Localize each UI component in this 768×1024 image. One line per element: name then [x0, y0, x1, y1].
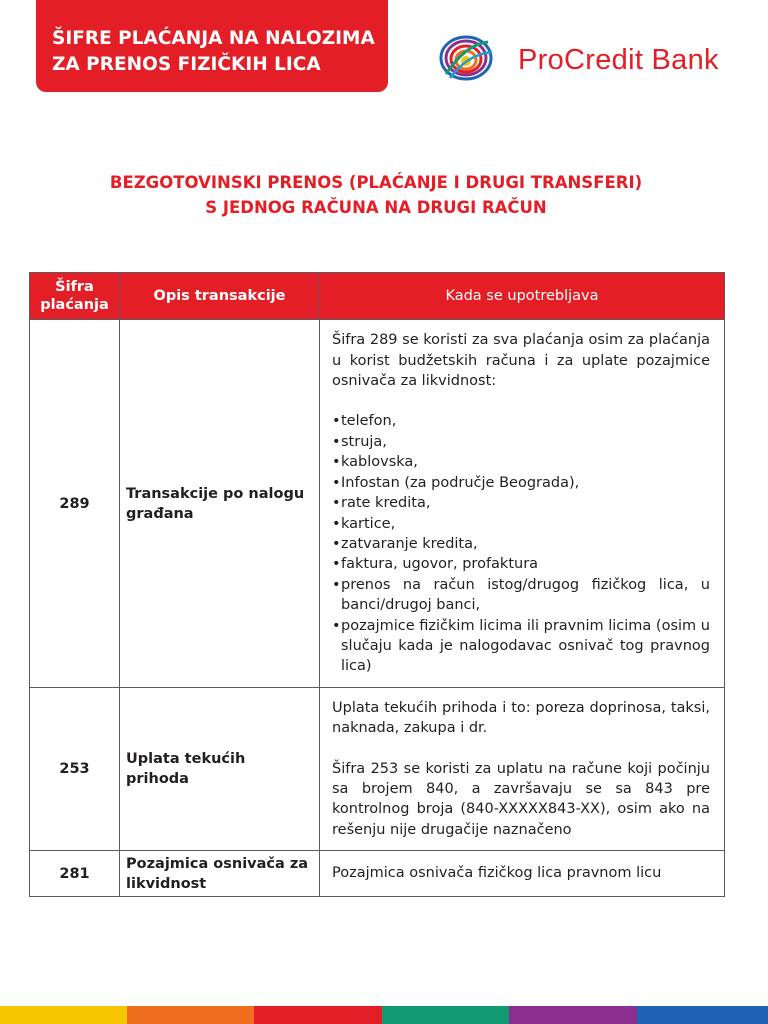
column-header-code: Šifra plaćanja: [30, 273, 120, 320]
transaction-description: Pozajmica osnivača za likvidnost: [120, 851, 320, 897]
list-item-text: faktura, ugovor, profaktura: [341, 556, 539, 573]
column-header-description: Opis transakcije: [120, 273, 320, 320]
list-item-text: rate kredita,: [341, 495, 431, 512]
table-row: [30, 851, 725, 897]
payment-codes-table: [29, 272, 725, 897]
payment-code: 253: [30, 688, 120, 851]
color-stripe-segment: [637, 1006, 768, 1024]
payment-code: 281: [30, 851, 120, 897]
usage-intro: Šifra 289 se koristi za sva plaćanja osim za plaćanja u korist budžetskih računa i za uplate pozajmice osnivača za likvidnost:: [332, 332, 710, 390]
list-item-text: struja,: [341, 433, 387, 450]
list-item-text: kartice,: [341, 515, 396, 532]
list-item: • kartice,: [332, 515, 396, 532]
color-stripe-segment: [254, 1006, 382, 1024]
usage-cell: [320, 688, 725, 851]
list-item-text: prenos na račun istog/drugog fizičkog lica, u banci/drugoj banci,: [341, 576, 710, 614]
list-item: • kablovska,: [332, 454, 418, 471]
color-stripe-segment: [382, 1006, 509, 1024]
bank-name: ProCredit Bank: [518, 44, 719, 76]
list-item: • Infostan (za područje Beograda),: [332, 474, 580, 491]
table-row: [30, 320, 725, 688]
list-item-text: zatvaranje kredita,: [341, 535, 478, 552]
transaction-description: Uplata tekućih prihoda: [120, 688, 320, 851]
column-header-usage: Kada se upotrebljava: [320, 273, 725, 320]
usage-bullet-list: [332, 411, 710, 676]
document-title-line2: S JEDNOG RAČUNA NA DRUGI RAČUN: [205, 198, 547, 217]
list-item: • pozajmice fizičkim licima ili pravnim licima (osim u slučaju kada je nalogodavac osnivač tog pravnog lica): [332, 617, 710, 675]
list-item: • faktura, ugovor, profaktura: [332, 556, 539, 573]
color-stripe-segment: [0, 1006, 127, 1024]
header-banner: [36, 0, 388, 92]
list-item: • rate kredita,: [332, 495, 431, 512]
color-stripe-segment: [509, 1006, 637, 1024]
usage-paragraph: Šifra 253 se koristi za uplatu na račune koji počinju sa brojem 840, a završavaju se sa 843 pre kontrolnog broja (840-XXXXX843-XX), osim ako na rešenju nije drugačije naznačeno: [332, 760, 710, 838]
payment-code: 289: [30, 320, 120, 688]
transaction-description: Transakcije po nalogu građana: [120, 320, 320, 688]
list-item-text: pozajmice fizičkim licima ili pravnim licima (osim u slučaju kada je nalogodavac osnivač tog pravnog lica): [341, 617, 710, 675]
procredit-logo: [438, 34, 738, 90]
color-stripe-segment: [127, 1006, 254, 1024]
procredit-globe-icon: [438, 34, 494, 82]
usage-cell: [320, 320, 725, 688]
table-header-row: [30, 273, 725, 320]
list-item: • zatvaranje kredita,: [332, 535, 478, 552]
list-item: • struja,: [332, 433, 387, 450]
usage-paragraph: Uplata tekućih prihoda i to: poreza doprinosa, taksi, naknada, zakupa i dr.: [332, 699, 710, 737]
table-row: [30, 688, 725, 851]
document-title-line1: BEZGOTOVINSKI PRENOS (PLAĆANJE I DRUGI TRANSFERI): [109, 173, 643, 192]
list-item: • prenos na račun istog/drugog fizičkog lica, u banci/drugoj banci,: [332, 576, 710, 614]
header-title-line1: ŠIFRE PLAĆANJA NA NALOZIMA: [52, 28, 375, 49]
list-item-text: kablovska,: [341, 454, 418, 471]
document-title: [0, 170, 752, 220]
list-item-text: Infostan (za područje Beograda),: [341, 474, 580, 491]
list-item-text: telefon,: [341, 413, 397, 430]
list-item: • telefon,: [332, 413, 397, 430]
header-title-line2: ZA PRENOS FIZIČKIH LICA: [52, 54, 321, 75]
usage-cell: Pozajmica osnivača fizičkog lica pravnom licu: [320, 851, 725, 897]
